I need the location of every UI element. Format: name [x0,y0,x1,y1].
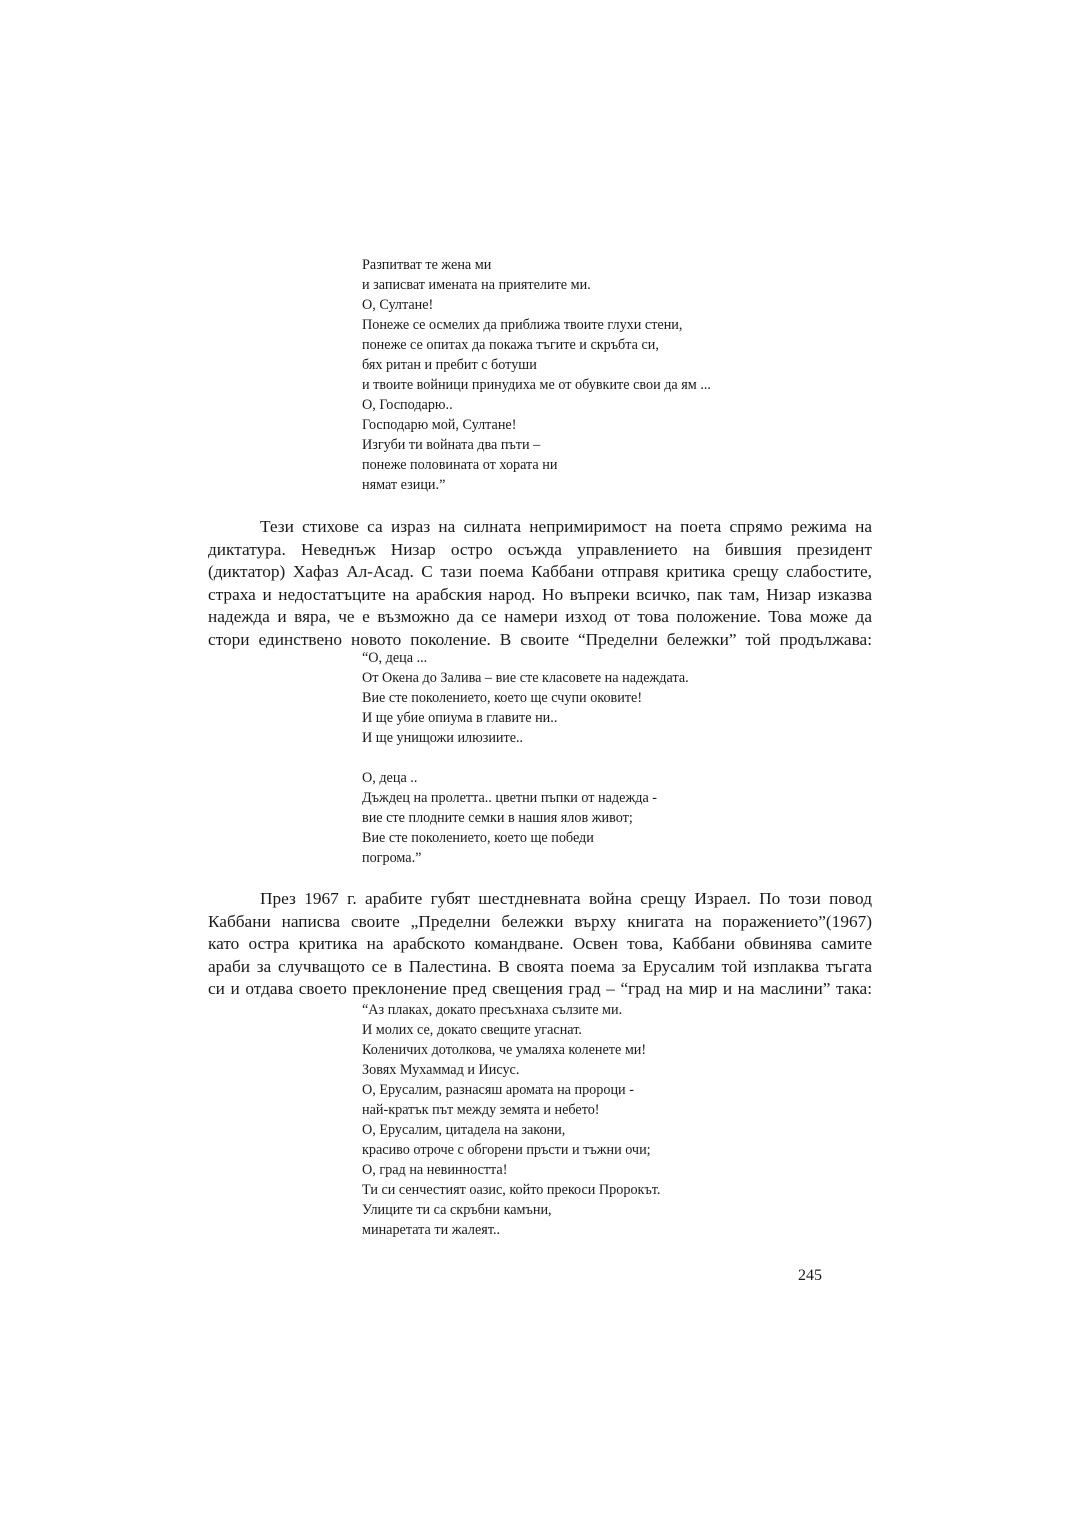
poem-line: Понеже се осмелих да приближа твоите глухи стени, [362,317,683,333]
poem-line: Дъждец на пролетта.. цветни пъпки от надежда - [362,790,658,806]
paragraph-line: Каббани написва своите „Пределни бележки върху книгата на поражението”(1967) [208,911,872,931]
paragraph-line: стори единствено новото поколение. В своите “Пределни бележки” той продължава: [208,629,872,649]
paragraph-line: (диктатор) Хафаз Ал-Асад. С тази поема Каббани отправя критика срещу слабостите, [208,562,872,581]
poem-line: О, град на невинността! [362,1162,508,1178]
poem-line: Вие сте поколението, което ще победи [362,830,594,846]
poem-line: От Окена до Залива – вие сте класовете на надеждата. [362,670,689,686]
poem-line: понеже половината от хората ни [362,457,558,473]
poem-line: И молих се, докато свещите угаснат. [362,1022,582,1038]
poem-line: Разпитват те жена ми [362,257,492,273]
poem-line: и записват имената на приятелите ми. [362,277,591,293]
poem-line: Зовях Мухаммад и Иисус. [362,1062,520,1078]
poem-line: Улиците ти са скръбни камъни, [362,1202,552,1218]
body-paragraph-1 [208,516,872,651]
poem-line: погрома.” [362,850,422,866]
poem-line: “Аз плаках, докато пресъхнаха сълзите ми. [362,1002,623,1018]
poem-excerpt-children [362,648,689,868]
stanza-break [362,748,689,768]
poem-line: вие сте плодните семки в нашия ялов живот; [362,810,633,826]
poem-line: О, Господарю.. [362,397,453,413]
poem-line: “О, деца ... [362,650,428,666]
body-paragraph-2 [208,888,872,1001]
paragraph-line: През 1967 г. арабите губят шестдневната война срещу Израел. По този повод [260,889,872,908]
poem-line: Коленичих дотолкова, че умаляха коленете ми! [362,1042,647,1058]
poem-line: Вие сте поколението, което ще счупи оковите! [362,690,643,706]
poem-line: красиво отроче с обгорени пръсти и тъжни очи; [362,1142,651,1158]
poem-line: Изгуби ти войната два пъти – [362,437,541,453]
paragraph-line: надежда и вяра, че е възможно да се намери изход от това положение. Това може да [208,607,872,626]
poem-line: и твоите войници принудиха ме от обувките свои да ям ... [362,377,711,393]
poem-excerpt-jerusalem [362,1000,660,1240]
poem-line: О, Ерусалим, цитадела на закони, [362,1122,566,1138]
poem-line: минаретата ти жалеят.. [362,1222,501,1238]
paragraph-line: страха и недостатъците на арабския народ. Но въпреки всичко, пак там, Низар изказва [208,584,872,604]
paragraph-line: диктатура. Неведнъж Низар остро осъжда управлението на бившия президент [208,539,872,559]
poem-line: О, Султане! [362,297,434,313]
poem-line: понеже се опитах да покажа тъгите и скръбта си, [362,337,659,353]
poem-line: И ще убие опиума в главите ни.. [362,710,558,726]
poem-line: бях ритан и пребит с ботуши [362,357,537,373]
poem-line: О, Ерусалим, разнасяш аромата на пророци - [362,1082,634,1098]
poem-line: Господарю мой, Султане! [362,417,517,433]
poem-line: О, деца .. [362,770,418,786]
poem-line: Ти си сенчестият оазис, който прекоси Пророкът. [362,1182,661,1198]
paragraph-line: араби за случващото се в Палестина. В своята поема за Ерусалим той изплаква тъгата [208,956,872,976]
paragraph-line: си и отдава своето преклонение пред свещения град – “град на мир и на маслини” така: [208,979,872,998]
poem-line: най-кратък път между земята и небето! [362,1102,600,1118]
poem-line: И ще унищожи илюзиите.. [362,730,524,746]
page-number: 245 [798,1267,822,1284]
poem-line: нямат езици.” [362,477,446,493]
poem-excerpt-sultan [362,255,711,495]
paragraph-line: като остра критика на арабското командване. Освен това, Каббани обвинява самите [208,934,872,953]
paragraph-line: Тези стихове са израз на силната непримиримост на поета спрямо режима на [260,517,872,536]
